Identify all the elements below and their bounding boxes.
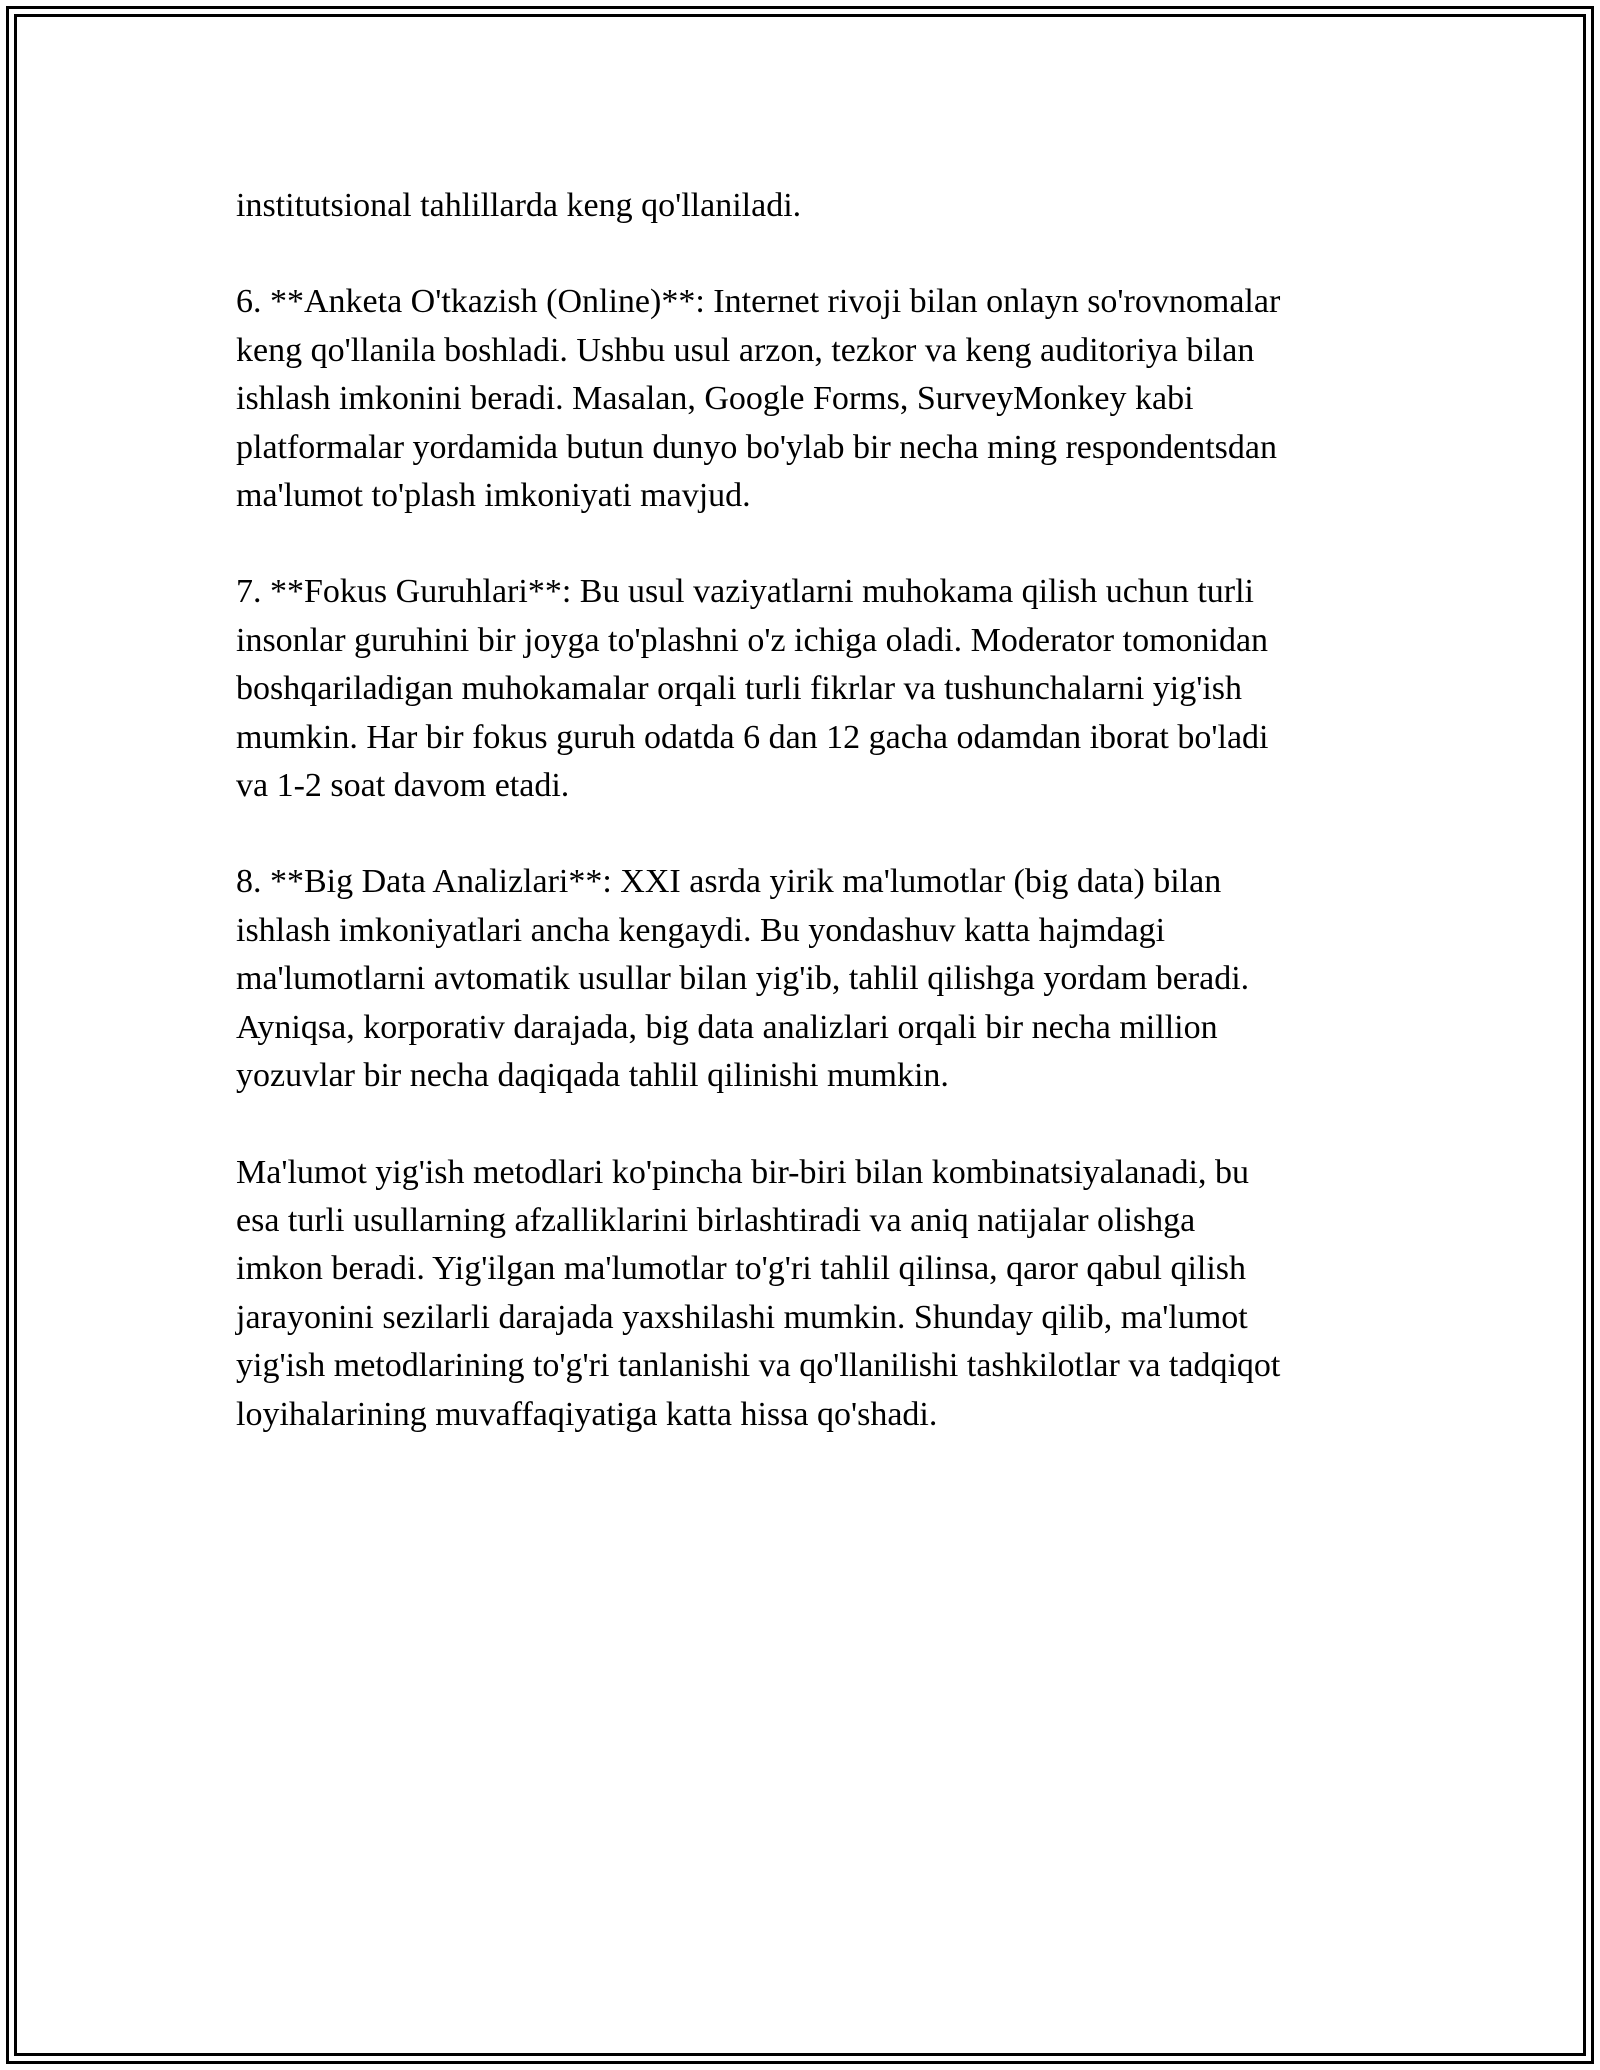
paragraph-big-data: 8. **Big Data Analizlari**: XXI asrda yirik ma'lumotlar (big data) bilan ishlash imkoniyatlari ancha kengaydi. Bu yondashuv katta hajmdagi ma'lumotlarni avtomatik usullar bilan yig'ib, tahlil qilishga yordam beradi. Ayniqsa, korporativ darajada, big data analizlari orqali bir necha million yozuvlar bir necha daqiqada tahlil qilinishi mumkin. <box>236 863 1250 1095</box>
paragraph-online-survey: 6. **Anketa O'tkazish (Online)**: Internet rivoji bilan onlayn so'rovnomalar keng qo'llanila boshladi. Ushbu usul arzon, tezkor va keng auditoriya bilan ishlash imkonini beradi. Masalan, Google Forms, SurveyMonkey kabi platformalar yordamida butun dunyo bo'ylab bir necha ming respondentsdan ma'lumot to'plash imkoniyati mavjud. <box>236 283 1281 515</box>
paragraph-continuation: institutsional tahlillarda keng qo'llaniladi. <box>236 187 802 224</box>
paragraph-conclusion: Ma'lumot yig'ish metodlari ko'pincha bir-biri bilan kombinatsiyalanadi, bu esa turli usullarning afzalliklarini birlashtiradi va aniq natijalar olishga imkon beradi. Yig'ilgan ma'lumotlar to'g'ri tahlil qilinsa, qaror qabul qilish jarayonini sezilarli darajada yaxshilashi mumkin. Shunday qilib, ma'lumot yig'ish metodlarining to'g'ri tanlanishi va qo'llanilishi tashkilotlar va tadqiqot loyihalarining muvaffaqiyatiga katta hissa qo'shadi. <box>236 1153 1281 1433</box>
paragraph-focus-groups: 7. **Fokus Guruhlari**: Bu usul vaziyatlarni muhokama qilish uchun turli insonlar guruhini bir joyga to'plashni o'z ichiga oladi. Moderator tomonidan boshqariladigan muhokamalar orqali turli fikrlar va tushunchalarni yig'ish mumkin. Har bir fokus guruh odatda 6 dan 12 gacha odamdan iborat bo'ladi va 1-2 soat davom etadi. <box>236 573 1269 805</box>
document-body <box>236 182 1376 1487</box>
